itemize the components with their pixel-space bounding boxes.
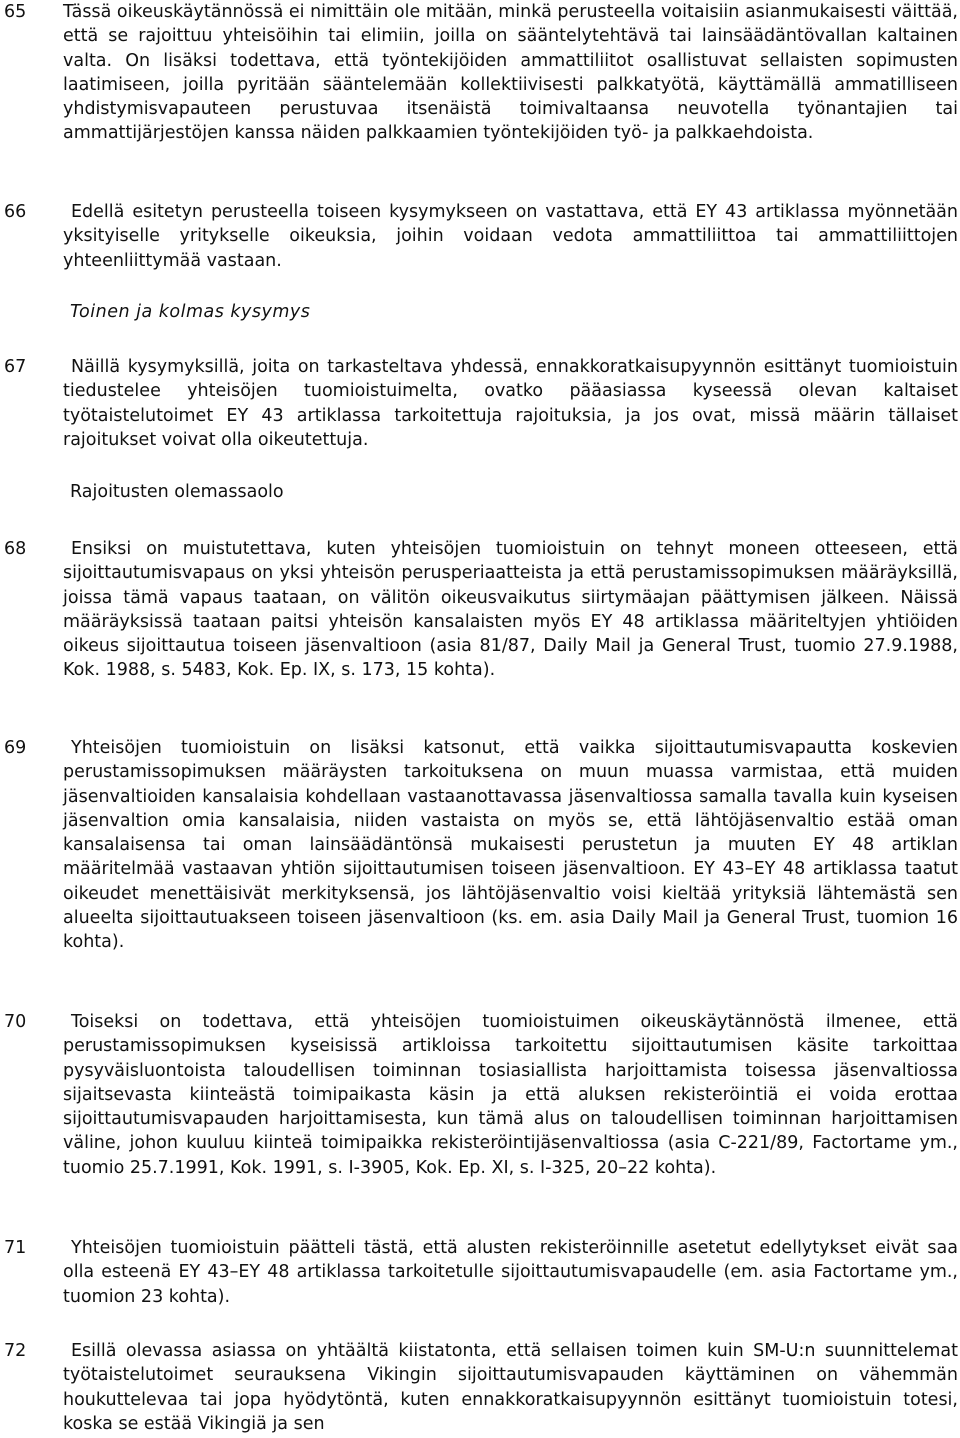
- paragraph-number: 67: [4, 357, 27, 377]
- paragraph-number: 66: [4, 202, 27, 222]
- paragraph-number: 65: [4, 2, 27, 22]
- paragraph-text: Edellä esitetyn perusteella toiseen kysymykseen on vastattava, että EY 43 artiklassa myönnetään yksityiselle yritykselle oikeuksia, joihin voidaan vedota ammattiliittoa tai ammattiliittojen yhteenliittymää vastaan.: [63, 202, 958, 271]
- paragraph-text: Yhteisöjen tuomioistuin päätteli tästä, että alusten rekisteröinnille asetetut edellytykset eivät saa olla esteenä EY 43–EY 48 artiklassa tarkoitetulle sijoittautumisvapaudelle (em. asia Factortame ym., tuomion 23 kohta).: [63, 1238, 958, 1307]
- paragraph-text: Näillä kysymyksillä, joita on tarkasteltava yhdessä, ennakkoratkaisupyynnön esittänyt tuomioistuin tiedustelee yhteisöjen tuomioistuimelta, ovatko pääasiassa kyseessä olevan kaltaiset työtaistelutoimet EY 43 artiklassa tarkoitettuja rajoituksia, ja jos ovat, missä määrin tällaiset rajoitukset voivat olla oikeutettuja.: [63, 357, 958, 450]
- section-heading-existence-of-restrictions: Rajoitusten olemassaolo: [70, 482, 284, 502]
- paragraph-number: 72: [4, 1341, 27, 1361]
- paragraph-text: Toiseksi on todettava, että yhteisöjen tuomioistuimen oikeuskäytännöstä ilmenee, että perustamissopimuksen kyseisissä artikloissa tarkoitettu sijoittautumisen käsite tarkoittaa pysyväisluontoista taloudellisen toiminnan tosiasiallista harjoittamista toisessa jäsenvaltiossa sijaitsevasta kiinteästä toimipaikasta käsin ja että aluksen rekisteröintiä ei voida erottaa sijoittautumisvapauden harjoittamisesta, kun tämä alus on taloudellisen toiminnan harjoittamisen väline, johon kuuluu kiinteä toimipaikka rekisteröintijäsenvaltiossa (asia C-221/89, Factortame ym., tuomio 25.7.1991, Kok. 1991, s. I-3905, Kok. Ep. XI, s. I-325, 20–22 kohta).: [63, 1012, 958, 1178]
- paragraph-number: 68: [4, 539, 27, 559]
- paragraph-text: Esillä olevassa asiassa on yhtäältä kiistatonta, että sellaisen toimen kuin SM-U:n suunnittelemat työtaistelutoimet seurauksena Vikingin sijoittautumisvapauden käyttäminen on vähemmän houkuttelevaa tai jopa hyödytöntä, kuten ennakkoratkaisupyynnön esittänyt tuomioistuin totesi, koska se estää Vikingiä ja sen: [63, 1341, 958, 1434]
- paragraph-text: Tässä oikeuskäytännössä ei nimittäin ole mitään, minkä perusteella voitaisiin asianmukaisesti väittää, että se rajoittuu yhteisöihin tai elimiin, joilla on sääntelytehtävä tai lainsäädäntövallan kaltainen valta. On lisäksi todettava, että työntekijöiden ammattiliitot osallistuvat sellaisten sopimusten laatimiseen, joilla pyritään sääntelemään kollektiivisesti palkkatyötä, käyttämällä ammatilliseen yhdistymisvapauteen perustuvaa itsenäistä toimivaltaansa neuvotella työnantajien tai ammattijärjestöjen kanssa näiden palkkaamien työntekijöiden työ- ja palkkaehdoista.: [63, 2, 958, 144]
- paragraph-number: 70: [4, 1012, 27, 1032]
- paragraph-number: 69: [4, 738, 27, 758]
- paragraph-text: Yhteisöjen tuomioistuin on lisäksi katsonut, että vaikka sijoittautumisvapautta koskevien perustamissopimuksen määräysten tarkoituksena on muun muassa varmistaa, että muiden jäsenvaltioiden kansalaisia kohdellaan vastaanottavassa jäsenvaltiossa samalla tavalla kuin kyseisen jäsenvaltion omia kansalaisia, niiden vastaista on myös se, että lähtöjäsenvaltio estää oman kansalaisensa tai oman lainsäädäntönsä mukaisesti perustetun ja muuten EY 48 artiklan määritelmää vastaavan yhtiön sijoittautumisen toiseen jäsenvaltioon. EY 43–EY 48 artiklassa taatut oikeudet menettäisivät merkityksensä, jos lähtöjäsenvaltio voisi kieltää yrityksiä lähtemästä sen alueelta sijoittautuakseen toiseen jäsenvaltioon (ks. em. asia Daily Mail ja General Trust, tuomion 16 kohta).: [63, 738, 958, 953]
- section-heading-second-third-question: Toinen ja kolmas kysymys: [70, 302, 311, 322]
- paragraph-number: 71: [4, 1238, 27, 1258]
- paragraph-text: Ensiksi on muistutettava, kuten yhteisöjen tuomioistuin on tehnyt moneen otteeseen, että sijoittautumisvapaus on yksi yhteisön perusperiaatteista ja että perustamissopimuksen määräyksillä, joissa tämä vapaus taataan, on välitön oikeusvaikutus siirtymäajan päättymisen jälkeen. Näissä määräyksissä taataan paitsi yhteisön kansalaisten myös EY 48 artiklassa määriteltyjen yhtiöiden oikeus sijoittautua toiseen jäsenvaltioon (asia 81/87, Daily Mail ja General Trust, tuomio 27.9.1988, Kok. 1988, s. 5483, Kok. Ep. IX, s. 173, 15 kohta).: [63, 539, 958, 681]
